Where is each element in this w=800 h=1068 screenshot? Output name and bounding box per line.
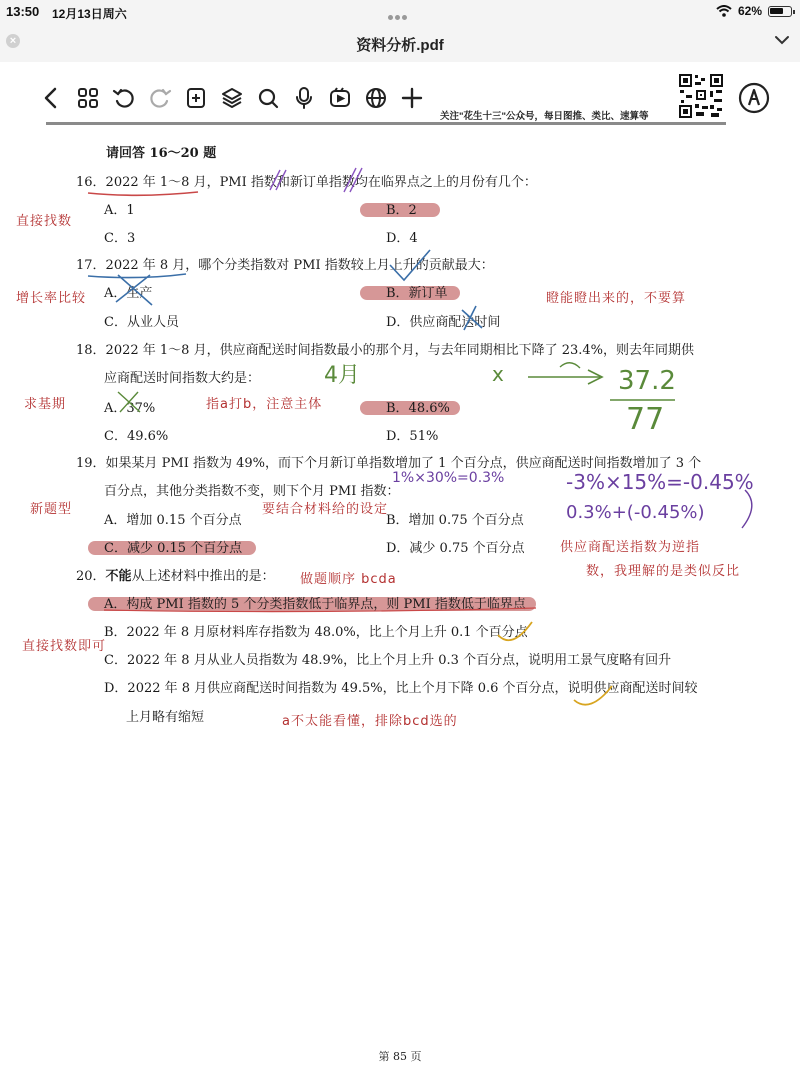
q20-option-a: A．构成 PMI 指数的 5 个分类指数低于临界点，则 PMI 指数低于临界点: [104, 597, 526, 612]
note-q18-method: 求基期: [24, 397, 67, 412]
q19-option-c: C．减少 0.15 个百分点: [104, 541, 243, 556]
search-icon[interactable]: [256, 86, 280, 110]
status-right: [716, 4, 792, 18]
q19-option-b: B．增加 0.75 个百分点: [386, 513, 524, 528]
add-icon[interactable]: [400, 86, 424, 110]
q17-option-d: D．供应商配送时间: [386, 315, 501, 330]
thumbnails-icon[interactable]: [76, 86, 100, 110]
q17-option-a: A．生产: [104, 286, 153, 301]
status-bar: [0, 0, 800, 24]
q18-stem-line1: 18．2022 年 1～8 月，供应商配送时间指数最小的那个月，与去年同期相比下降了 23.4%，则去年同期供: [76, 343, 694, 358]
q18-option-a: A．37%: [104, 401, 156, 416]
toolbar-divider: [46, 122, 726, 125]
q18-option-b: B．48.6%: [386, 401, 450, 416]
note-q19-method: 新题型: [30, 502, 73, 517]
note-q20-method: 直接找数即可: [22, 639, 107, 654]
q20-option-d-line1: D．2022 年 8 月供应商配送时间指数为 49.5%，比上个月下降 0.6 个百分点，说明供应商配送时间较: [104, 681, 698, 696]
q16-option-d: D．4: [386, 231, 418, 246]
q17-stem: 17．2022 年 8 月，哪个分类指数对 PMI 指数较上月上升的贡献最大：: [76, 258, 494, 273]
q20-option-d-line2: 上月略有缩短: [126, 710, 205, 725]
note-q16-method: 直接找数: [16, 214, 73, 229]
redo-icon[interactable]: [148, 86, 172, 110]
q16-stem: 16．2022 年 1～8 月，PMI 指数和新订单指数均在临界点之上的月份有几个：: [76, 175, 537, 190]
globe-icon[interactable]: [364, 86, 388, 110]
microphone-icon[interactable]: [292, 86, 316, 110]
pdf-page[interactable]: [0, 130, 800, 1068]
q18-stem-line2: 应商配送时间指数大约是：: [104, 371, 261, 386]
add-page-icon[interactable]: [184, 86, 208, 110]
q17-option-b: B．新订单: [386, 286, 448, 301]
note-q18-numerator: 37.2: [618, 366, 676, 396]
q19-stem-line1: 19．如果某月 PMI 指数为 49%，而下个月新订单指数增加了 1 个百分点，供应商配送时间指数增加了 3 个: [76, 456, 702, 471]
document-title[interactable]: 资料分析.pdf: [356, 37, 444, 54]
note-q19-comment-2: 数，我理解的是类似反比: [586, 564, 741, 579]
undo-icon[interactable]: [112, 86, 136, 110]
q20-stem: 20．不能从上述材料中推出的是：: [76, 569, 275, 584]
promo-text: 关注"花生十三"公众号，每日图推、类比、速算等: [440, 111, 649, 122]
section-heading: 请回答 16～20 题: [106, 146, 217, 161]
q20-option-c: C．2022 年 8 月从业人员指数为 48.9%，比上个月上升 0.3 个百分点，说明用工景气度略有回升: [104, 653, 672, 668]
back-icon[interactable]: [40, 86, 64, 110]
note-q20-comment: a不太能看懂，排除bcd选的: [282, 714, 458, 729]
note-q19-hint: 要结合材料给的设定: [262, 502, 389, 517]
q16-option-a: A．1: [104, 203, 135, 218]
note-q18-hint: 指a打b，注意主体: [206, 397, 323, 412]
note-q19-calc3: 0.3%+(-0.45%): [566, 502, 705, 523]
clip-icon[interactable]: [328, 86, 352, 110]
chevron-down-icon[interactable]: [772, 30, 792, 50]
status-time: 13:50: [6, 4, 40, 19]
page-number: 第 85 页: [378, 1050, 422, 1063]
note-q18-month: 4月: [324, 363, 360, 388]
note-q18-x: x: [492, 362, 504, 386]
note-q17-method: 增长率比较: [16, 291, 87, 306]
q19-stem-line2: 百分点，其他分类指数不变，则下个月 PMI 指数：: [104, 484, 400, 499]
layers-icon[interactable]: [220, 86, 244, 110]
battery-percent: 62%: [737, 4, 762, 18]
q19-option-d: D．减少 0.75 个百分点: [386, 541, 525, 556]
status-date: 12月13日周六: [52, 7, 127, 21]
q17-option-c: C．从业人员: [104, 315, 179, 330]
note-q19-calc1: 1%×30%=0.3%: [392, 470, 505, 486]
q18-option-c: C．49.6%: [104, 429, 169, 444]
note-q18-denominator: 77: [626, 402, 665, 437]
wifi-icon: [716, 5, 732, 17]
note-q17-comment: 瞪能瞪出来的，不要算: [546, 291, 687, 306]
q20-option-b: B．2022 年 8 月原材料库存指数为 48.0%，比上个月上升 0.1 个百分点: [104, 625, 528, 640]
q18-option-d: D．51%: [386, 429, 439, 444]
note-q20-order: 做题顺序 bcda: [300, 572, 397, 587]
title-bar: [0, 24, 800, 62]
qr-code-icon: [678, 73, 724, 119]
note-q19-comment-1: 供应商配送指数为逆指: [560, 540, 701, 555]
multitask-dots-icon[interactable]: [388, 9, 412, 15]
q19-option-a: A．增加 0.15 个百分点: [104, 513, 242, 528]
note-q19-calc2: -3%×15%=-0.45%: [566, 470, 754, 494]
pencil-mode-icon[interactable]: [738, 82, 770, 114]
battery-icon: [768, 6, 792, 17]
q16-option-b: B．2: [386, 203, 417, 218]
close-icon[interactable]: ×: [6, 34, 20, 48]
q16-option-c: C．3: [104, 231, 136, 246]
